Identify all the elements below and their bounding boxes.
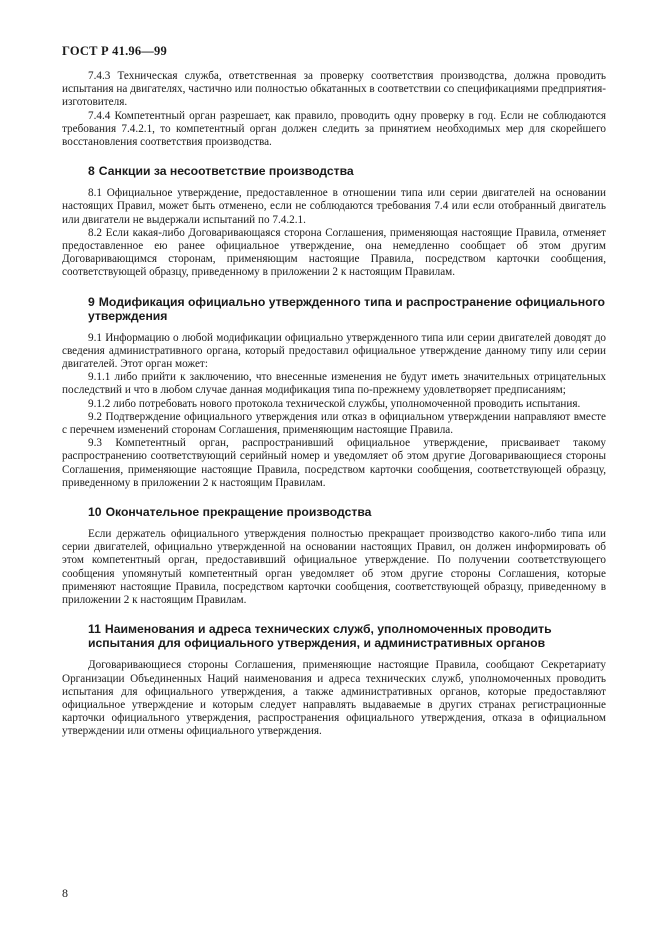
section-title: Окончательное прекращение производства <box>105 505 372 520</box>
paragraph: 9.2 Подтверждение официального утверждения или отказ в официальном утверждении направляют вместе с перечнем изменений сторонам Соглашения, применяющим настоящие Правила. <box>62 410 606 437</box>
paragraph: 7.4.3 Техническая служба, ответственная за проверку соответствия производства, должна проводить испытания на двигателях, частично или полностью обкатанных в соответствии со спецификациями предприятия-изготовителя. <box>62 70 606 109</box>
document-header: ГОСТ Р 41.96—99 <box>62 44 167 58</box>
section-number: 11 <box>88 622 101 637</box>
section-heading <box>62 295 606 323</box>
paragraph: 7.4.4 Компетентный орган разрешает, как правило, проводить одну проверку в год. Если не соблюдаются требования 7.4.2.1, то компетентный орган должен следить за принятием необходимых мер для скорейшего восстановления соответствия производства. <box>62 109 606 149</box>
section-heading <box>62 164 606 178</box>
page-number: 8 <box>62 886 68 900</box>
section-number: 8 <box>88 164 95 179</box>
paragraph: 9.1.2 либо потребовать нового протокола технической службы, уполномоченной проводить испытания. <box>88 397 581 410</box>
section-title: Модификация официально утвержденного типа и распространение официального утверждения <box>88 294 605 323</box>
paragraph: 8.2 Если какая-либо Договаривающаяся сторона Соглашения, применяющая настоящие Правила, отменяет предоставленное ею ранее официальное утверждение, она немедленно сообщает об этом другим Договаривающимся сторонам, применяющим настоящие Правила, посредством карточки сообщения, соответствующей образцу, приведенному в приложении 2 к настоящим Правилам. <box>62 226 606 279</box>
paragraph: Если держатель официального утверждения полностью прекращает производство какого-либо типа или серии двигателей, официально утвержденной на основании настоящих Правил, он должен информировать об этом компетентный орган, предоставивший официальное утверждение. По получении соответствующего сообщения упомянутый компетентный орган уведомляет об этом другие стороны Соглашения, которые применяют настоящие Правила, посредством карточки сообщения, соответствующей образцу, приведенному в приложении 2 к настоящим Правилам. <box>62 528 606 607</box>
paragraph: 8.1 Официальное утверждение, предоставленное в отношении типа или серии двигателей на основании настоящих Правил, может быть отменено, если не соблюдаются требования 7.4 или если отобранный двигатель или двигатели не выдержали испытаний по 7.4.2.1. <box>62 187 606 226</box>
section-heading <box>62 622 606 650</box>
section-number: 9 <box>88 294 95 309</box>
paragraph: 9.3 Компетентный орган, распространивший официальное утверждение, присваивает такому распространению соответствующий серийный номер и уведомляет об этом другие Договаривающиеся стороны Соглашения, применяющие настоящие Правила, посредством карточки сообщения, соответствующей образцу, приведенному в приложении 2 к настоящим Правилам. <box>62 437 606 489</box>
paragraph: 9.1 Информацию о любой модификации официально утвержденного типа или серии двигателей доводят до сведения административного органа, который предоставил официальное утверждение данному типу или серии двигателей. Этот орган может: <box>62 331 606 371</box>
paragraph: Договаривающиеся стороны Соглашения, применяющие настоящие Правила, сообщают Секретариату Организации Объединенных Наций наименования и адреса технических служб, уполномоченных проводить испытания для официального утверждения, а также административных органов, которые предоставляют официальное утверждение и которым следует направлять выдаваемые в других странах регистрационные карточки официального утверждения, распространения официального утверждения, отказа в официальном утверждении или отмены официального утверждения. <box>62 659 606 738</box>
section-number: 10 <box>88 505 102 520</box>
section-title: Санкции за несоответствие производства <box>98 164 354 179</box>
paragraph: 9.1.1 либо прийти к заключению, что внесенные изменения не будут иметь значительных отрицательных последствий и что в любом случае данная модификация типа по-прежнему удовлетворяет предписаниям; <box>62 371 606 397</box>
document-body <box>62 70 606 739</box>
section-heading <box>62 505 606 519</box>
section-title: Наименования и адреса технических служб, уполномоченных проводить испытания для официального утверждения, и административных органов <box>88 622 552 651</box>
